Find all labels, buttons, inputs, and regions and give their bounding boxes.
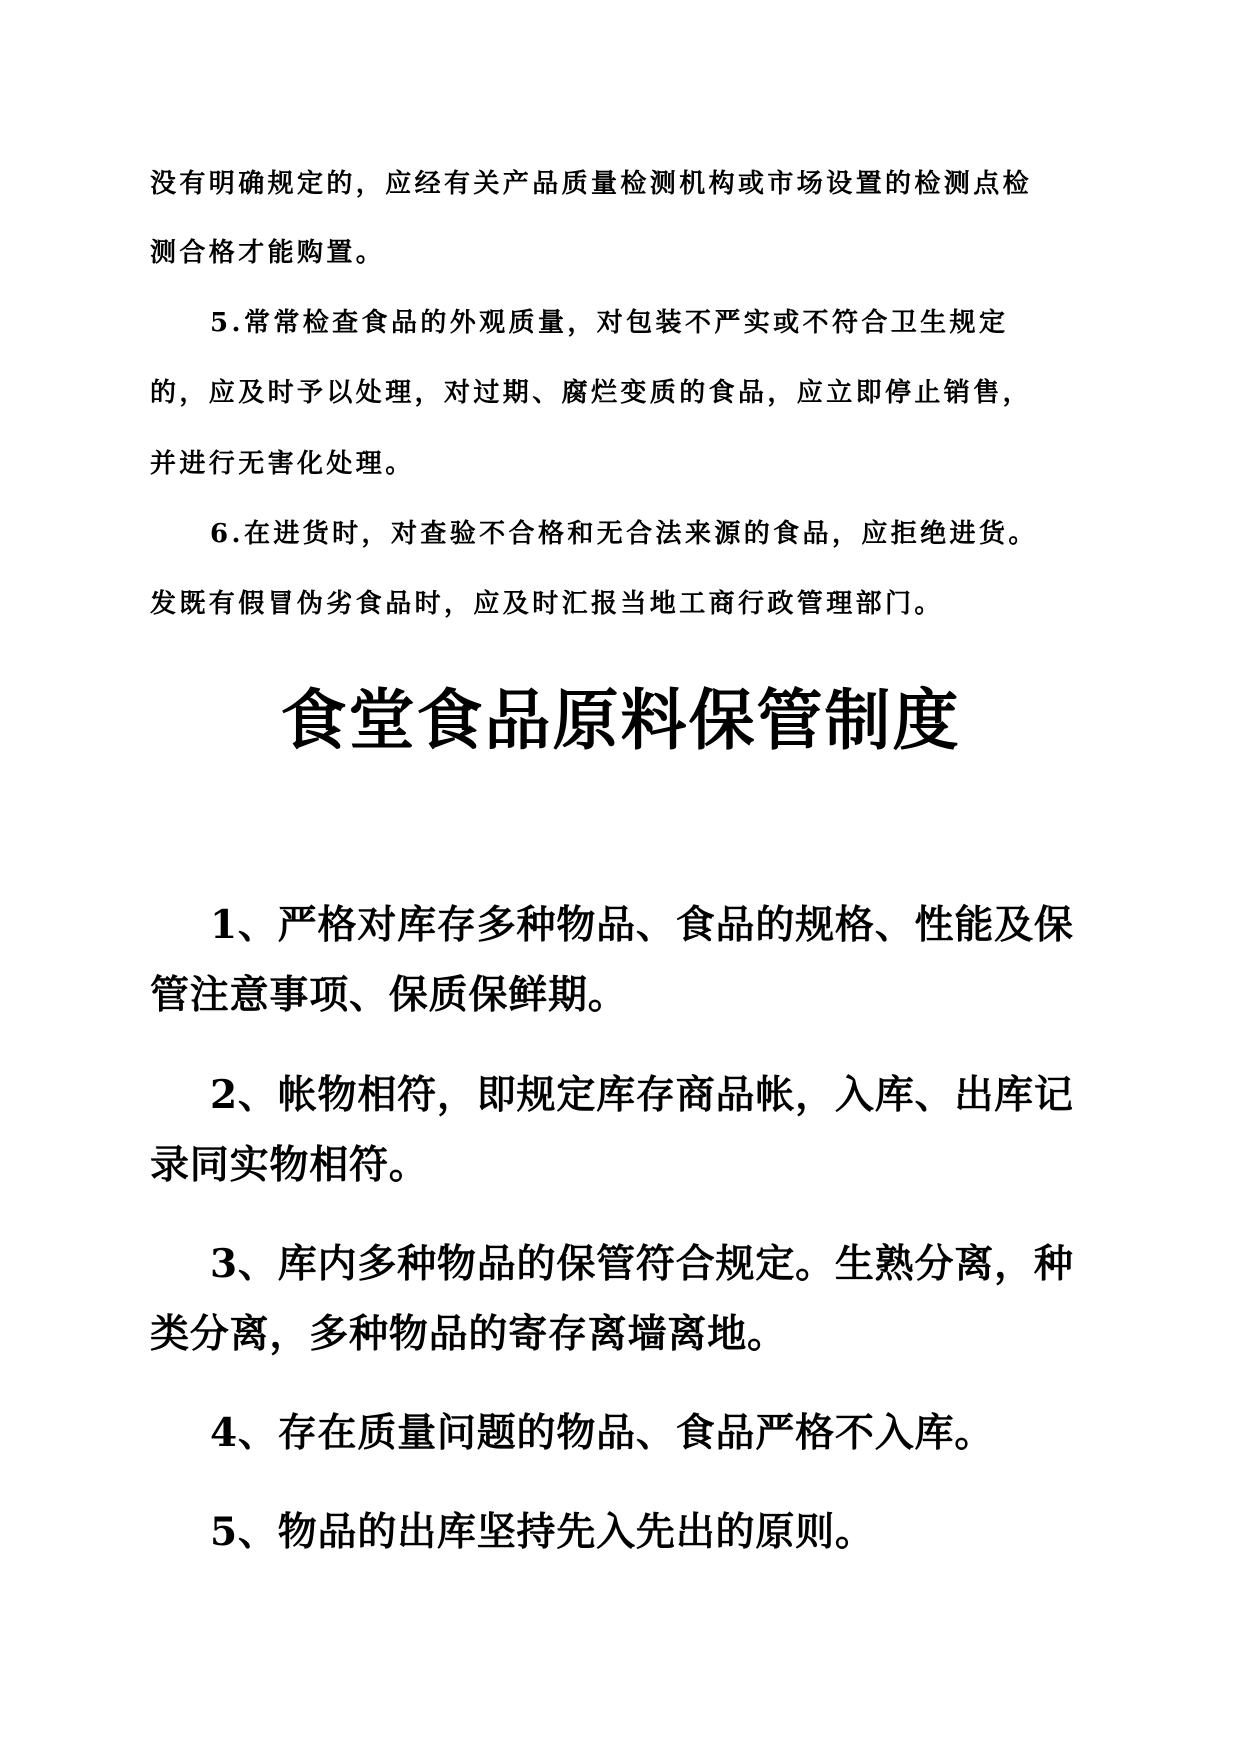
rule-1-line-2: 管注意事项、保质保鲜期。 [150, 972, 628, 1018]
item-5-line-3: 并进行无害化处理。 [150, 449, 415, 479]
rule-1-line-1: 1、严格对库存多种物品、食品的规格、性能及保 [210, 902, 1074, 948]
rule-2-line-1: 2、帐物相符，即规定库存商品帐，入库、出库记 [210, 1072, 1074, 1118]
intro-line-2: 测合格才能购置。 [150, 238, 386, 268]
document-title: 食堂食品原料保管制度 [280, 681, 961, 759]
item-5-line-2: 的，应及时予以处理，对过期、腐烂变质的食品，应立即停止销售， [150, 378, 1033, 408]
rule-2-line-2: 录同实物相符。 [150, 1142, 429, 1188]
item-6-line-2: 发既有假冒伪劣食品时，应及时汇报当地工商行政管理部门。 [150, 589, 944, 619]
intro-line-1: 没有明确规定的，应经有关产品质量检测机构或市场设置的检测点检 [150, 169, 1033, 199]
item-6-line-1: 6.在进货时，对查验不合格和无合法来源的食品，应拒绝进货。 [210, 519, 1038, 549]
rule-5: 5、物品的出库坚持先入先出的原则。 [210, 1509, 875, 1555]
rule-3-line-2: 类分离，多种物品的寄存离墙离地。 [150, 1311, 787, 1357]
rule-4: 4、存在质量问题的物品、食品严格不入库。 [210, 1410, 995, 1456]
item-5-line-1: 5.常常检查食品的外观质量，对包装不严实或不符合卫生规定 [210, 308, 1009, 338]
rule-3-line-1: 3、库内多种物品的保管符合规定。生熟分离，种 [210, 1241, 1074, 1287]
